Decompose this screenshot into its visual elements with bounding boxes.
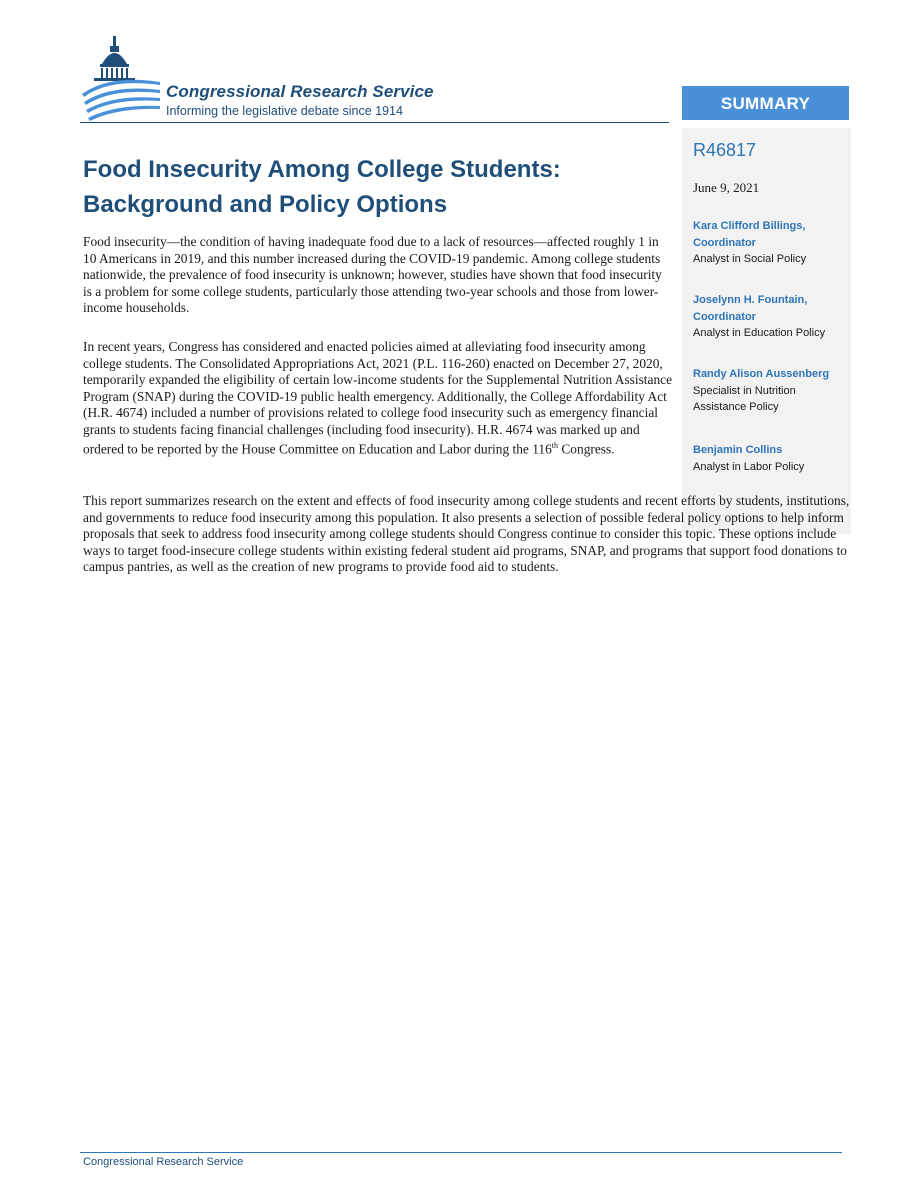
summary-paragraph: This report summarizes research on the extent and effects of food insecurity among college students and recent efforts by students, institutions, and governments to reduce food insecurity among this population. It also presents a selection of possible federal policy options to help inform proposals that seek to address food insecurity among college students should Congress continue to consider this topic. These options include ways to target food-insecure college students within existing federal student aid programs, SNAP, and programs that support food donations to campus pantries, as well as the creation of new programs to provide food aid to students. <box>83 493 850 574</box>
author-entry <box>693 292 849 342</box>
sidebar <box>682 128 851 534</box>
summary-tab: SUMMARY <box>682 86 849 120</box>
logo-name: Congressional Research Service <box>166 82 434 101</box>
author-entry <box>693 442 849 475</box>
paragraph-text: In recent years, Congress has considered and enacted policies aimed at alleviating food insecurity among college students. The Consolidated Appropriations Act, 2021 (P.L. 116-260) enacted on December 27, 2020, temporarily expanded the eligibility of certain low-income students for the Supplemental Nutrition Assistance Program (SNAP) during the COVID-19 public health emergency. Additionally, the College Affordability Act (H.R. 4674) included a number of provisions related to college food insecurity such as emergency financial grants to students facing financial challenges (including food insecurity). H.R. 4674 was marked up and ordered to be reported by the House Committee on Education and Labor during the 116 <box>83 339 673 457</box>
author-name: Randy Alison Aussenberg <box>693 368 830 380</box>
footer-divider <box>80 1152 842 1153</box>
author-name: Benjamin Collins <box>693 444 783 456</box>
author-title: Analyst in Education Policy <box>693 327 826 339</box>
ordinal-superscript: th <box>551 441 559 450</box>
crs-logo <box>80 34 680 124</box>
report-number: R46817 <box>693 140 757 160</box>
logo-tagline: Informing the legislative debate since 1914 <box>166 104 403 118</box>
author-name: Joselynn H. Fountain, Coordinator <box>693 294 808 323</box>
author-title: Specialist in Nutrition Assistance Policy <box>693 384 796 413</box>
paragraph-text: Congress. <box>558 441 615 457</box>
author-title: Analyst in Labor Policy <box>693 460 805 473</box>
summary-paragraph: Food insecurity—the condition of having inadequate food due to a lack of resources—affected roughly 1 in 10 Americans in 2019, and this number increased during the COVID-19 pandemic. Among college students nationwide, the prevalence of food insecurity is unknown; however, studies have shown that food insecurity is a problem for some college students, particularly those attending two-year schools and those from lower-income households. <box>83 234 662 315</box>
author-name: Kara Clifford Billings, Coordinator <box>693 220 806 249</box>
footer-text: Congressional Research Service <box>83 1156 244 1168</box>
author-entry <box>693 218 849 268</box>
page-title: Food Insecurity Among College Students: Background and Policy Options <box>83 156 561 218</box>
header-divider <box>80 122 669 123</box>
report-date: June 9, 2021 <box>693 180 760 195</box>
author-title: Analyst in Social Policy <box>693 253 807 265</box>
summary-paragraph <box>83 339 673 458</box>
capitol-dome-icon <box>80 34 162 124</box>
author-entry <box>693 366 849 416</box>
